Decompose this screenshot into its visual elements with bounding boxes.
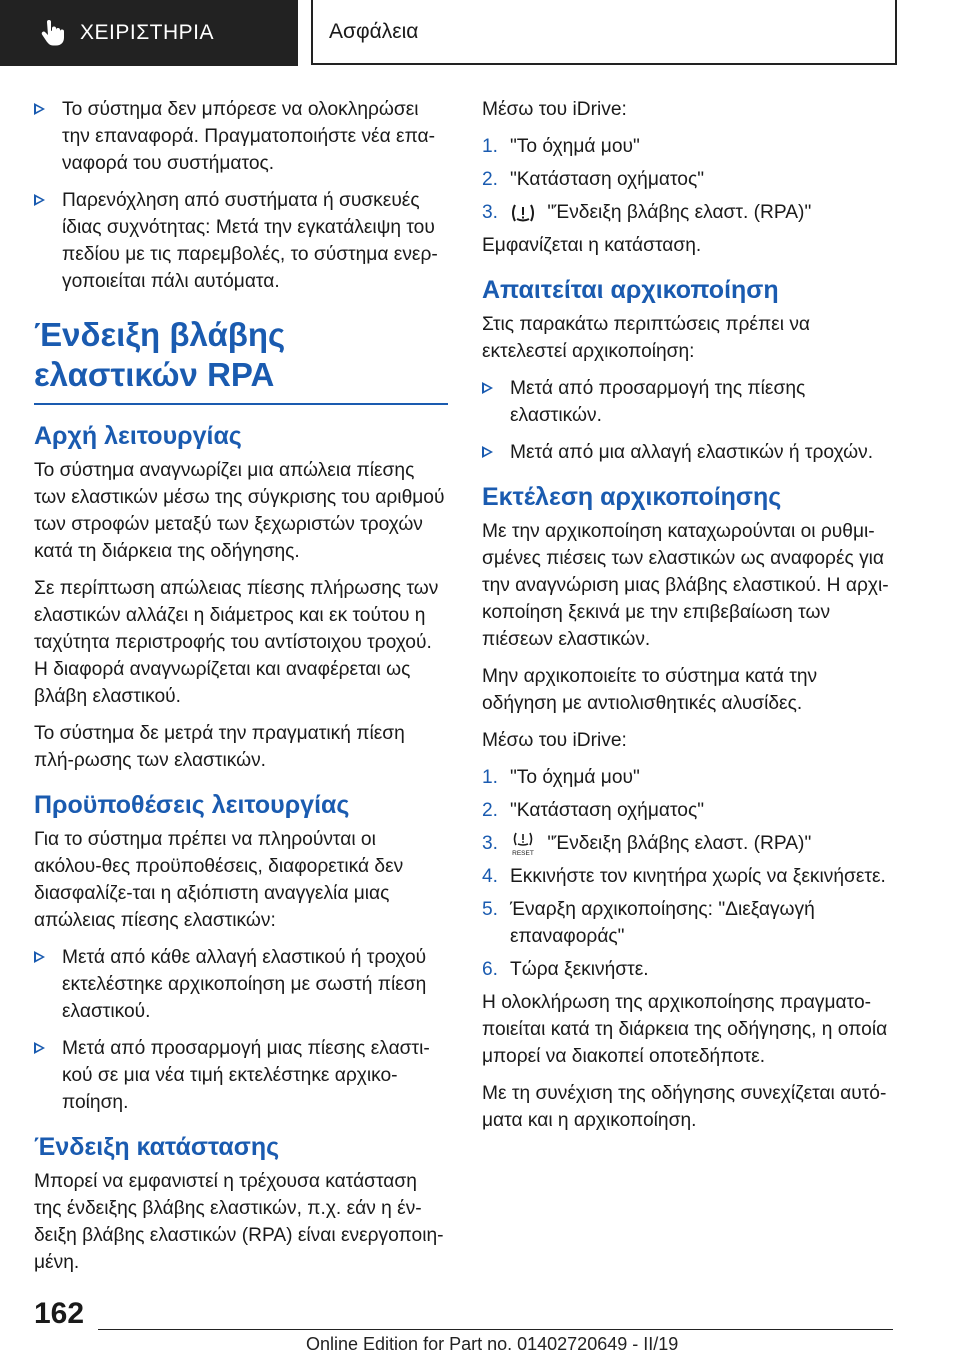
list-item bbox=[34, 96, 448, 177]
list-item bbox=[482, 956, 896, 983]
bullet-text: Το σύστημα δεν μπόρεσε να ολοκληρώσει την επαναφορά. Πραγματοποιήστε νέα επα-ναφορά του συστήματος. bbox=[62, 99, 436, 174]
step-number: 6. bbox=[482, 959, 499, 980]
paragraph: Σε περίπτωση απώλειας πίεσης πλήρωσης των ελαστικών αλλάζει η διάμετρος και εκ τούτου η ταχύτητα περιστροφής του αντίστοιχου τροχού. Η διαφορά αναγνωρίζεται και αναφέρεται ως βλάβη ελαστικού. bbox=[34, 578, 439, 707]
triangle-bullet-icon bbox=[482, 446, 493, 458]
paragraph: Με τη συνέχιση της οδήγησης συνεχίζεται αυτό-ματα και η αρχικοποίηση. bbox=[482, 1083, 887, 1131]
list-item bbox=[482, 764, 896, 791]
step-text: Τώρα ξεκινήστε. bbox=[510, 959, 649, 980]
title-divider bbox=[34, 403, 448, 405]
bullet-text: Μετά από κάθε αλλαγή ελαστικού ή τροχού εκτελέστηκε αρχικοποίηση με σωστή πίεση ελαστικού. bbox=[62, 947, 427, 1022]
bullet-text: Παρενόχληση από συστήματα ή συσκευές ίδιας συχνότητας: Μετά την εγκατάλειψη του πεδίου με τις παρεμβολές, το σύστημα ενερ-γοποιείται πάλι αυτόματα. bbox=[62, 190, 438, 292]
list-item bbox=[482, 166, 896, 193]
paragraph: Μέσω του iDrive: bbox=[482, 99, 627, 120]
heading-function: Αρχή λειτουργίας bbox=[34, 422, 242, 450]
triangle-bullet-icon bbox=[34, 194, 45, 206]
paragraph: Η ολοκλήρωση της αρχικοποίησης πραγματο-ποιείται κατά τη διάρκεια της οδήγησης, η οποία μπορεί να διακοπεί οποτεδήποτε. bbox=[482, 992, 888, 1067]
bullet-text: Μετά από προσαρμογή της πίεσης ελαστικών. bbox=[510, 378, 806, 426]
bullet-text: Μετά από προσαρμογή μιας πίεσης ελαστι-κού σε μια νέα τιμή εκτελέστηκε αρχικο-ποίηση. bbox=[62, 1038, 430, 1113]
step-number: 1. bbox=[482, 767, 499, 788]
list-item bbox=[482, 133, 896, 160]
step-text: Έναρξη αρχικοποίησης: "Διεξαγωγή επαναφοράς" bbox=[510, 899, 815, 947]
edition-text: Online Edition for Part no. 01402720649 - II/19 bbox=[306, 1334, 679, 1354]
paragraph: Με την αρχικοποίηση καταχωρούνται οι ρυθμι-σμένες πιέσεις των ελαστικών ως αναφορές για την αναγνώριση μιας βλάβης ελαστικού. Η αρχι-κοποίηση ξεκινά με την επιβεβαίωση των πιέσεων ελαστικών. bbox=[482, 521, 889, 650]
triangle-bullet-icon bbox=[34, 1042, 45, 1054]
heading-perform-init: Εκτέλεση αρχικοποίησης bbox=[482, 483, 782, 511]
right-column bbox=[482, 96, 896, 1144]
list-item bbox=[482, 375, 896, 429]
step-number: 4. bbox=[482, 866, 499, 887]
step-number: 1. bbox=[482, 136, 499, 157]
reset-icon-label: RESET bbox=[512, 849, 534, 857]
tire-reset-icon bbox=[510, 831, 536, 857]
step-number: 3. bbox=[482, 833, 499, 854]
page-number: 162 bbox=[34, 1297, 85, 1330]
list-item bbox=[482, 797, 896, 824]
triangle-bullet-icon bbox=[34, 103, 45, 115]
step-number: 3. bbox=[482, 202, 499, 223]
step-text: "Το όχημά μου" bbox=[510, 136, 640, 157]
manual-label: ΧΕΙΡΙΣΤΗΡΙΑ bbox=[80, 21, 215, 44]
step-text: "Ένδειξη βλάβης ελαστ. (RPA)" bbox=[547, 202, 812, 223]
left-column bbox=[34, 96, 448, 1286]
bullet-text: Μετά από μια αλλαγή ελαστικών ή τροχών. bbox=[510, 442, 874, 463]
paragraph: Στις παρακάτω περιπτώσεις πρέπει να εκτελεστεί αρχικοποίηση: bbox=[482, 314, 811, 362]
list-item bbox=[482, 896, 896, 950]
list-item bbox=[482, 830, 896, 857]
step-number: 2. bbox=[482, 800, 499, 821]
paragraph: Το σύστημα δε μετρά την πραγματική πίεση πλή-ρωσης των ελαστικών. bbox=[34, 723, 405, 771]
manual-tab[interactable] bbox=[0, 0, 298, 66]
triangle-bullet-icon bbox=[34, 951, 45, 963]
hand-pointer-icon bbox=[38, 19, 66, 47]
section-label: Ασφάλεια bbox=[329, 19, 419, 43]
heading-status: Ένδειξη κατάστασης bbox=[34, 1133, 280, 1161]
paragraph: Μέσω του iDrive: bbox=[482, 730, 627, 751]
paragraph: Εμφανίζεται η κατάσταση. bbox=[482, 235, 702, 256]
list-item bbox=[482, 863, 896, 890]
tire-warning-icon bbox=[510, 202, 536, 224]
step-number: 2. bbox=[482, 169, 499, 190]
header-bar bbox=[0, 0, 960, 66]
paragraph: Μπορεί να εμφανιστεί η τρέχουσα κατάσταση της ένδειξης βλάβης ελαστικών, π.χ. εάν η έν-δειξη βλάβης ελαστικών (RPA) είναι ενεργοποιη-μένη. bbox=[34, 1171, 444, 1273]
list-item bbox=[34, 944, 448, 1025]
heading-prerequisites: Προϋποθέσεις λειτουργίας bbox=[34, 791, 350, 819]
page-title: Ένδειξη βλάβης ελαστικών RPA bbox=[34, 316, 286, 393]
step-text: "Κατάσταση οχήματος" bbox=[510, 169, 705, 190]
step-number: 5. bbox=[482, 899, 499, 920]
section-tab[interactable] bbox=[311, 0, 897, 65]
heading-init-required: Απαιτείται αρχικοποίηση bbox=[482, 276, 779, 304]
triangle-bullet-icon bbox=[482, 382, 493, 394]
list-item bbox=[34, 187, 448, 295]
step-text: "Κατάσταση οχήματος" bbox=[510, 800, 705, 821]
list-item bbox=[482, 439, 896, 466]
list-item bbox=[34, 1035, 448, 1116]
paragraph: Το σύστημα αναγνωρίζει μια απώλεια πίεσης των ελαστικών μέσω της σύγκρισης του αριθμού των στροφών μεταξύ των ξεχωριστών τροχών κατά τη διάρκεια της οδήγησης. bbox=[34, 460, 445, 562]
footer-divider bbox=[98, 1329, 893, 1330]
paragraph: Μην αρχικοποιείτε το σύστημα κατά την οδήγηση με αντιολισθητικές αλυσίδες. bbox=[482, 666, 818, 714]
step-text: "Το όχημά μου" bbox=[510, 767, 640, 788]
list-item bbox=[482, 199, 896, 226]
paragraph: Για το σύστημα πρέπει να πληρούνται οι ακόλου-θες προϋποθέσεις, διαφορετικά δεν διασφαλίζε-ται η αξιόπιστη αναγγελία μιας απώλειας πίεσης ελαστικών: bbox=[34, 829, 404, 931]
step-text: "Ένδειξη βλάβης ελαστ. (RPA)" bbox=[547, 833, 812, 854]
step-text: Εκκινήστε τον κινητήρα χωρίς να ξεκινήσετε. bbox=[510, 866, 886, 887]
